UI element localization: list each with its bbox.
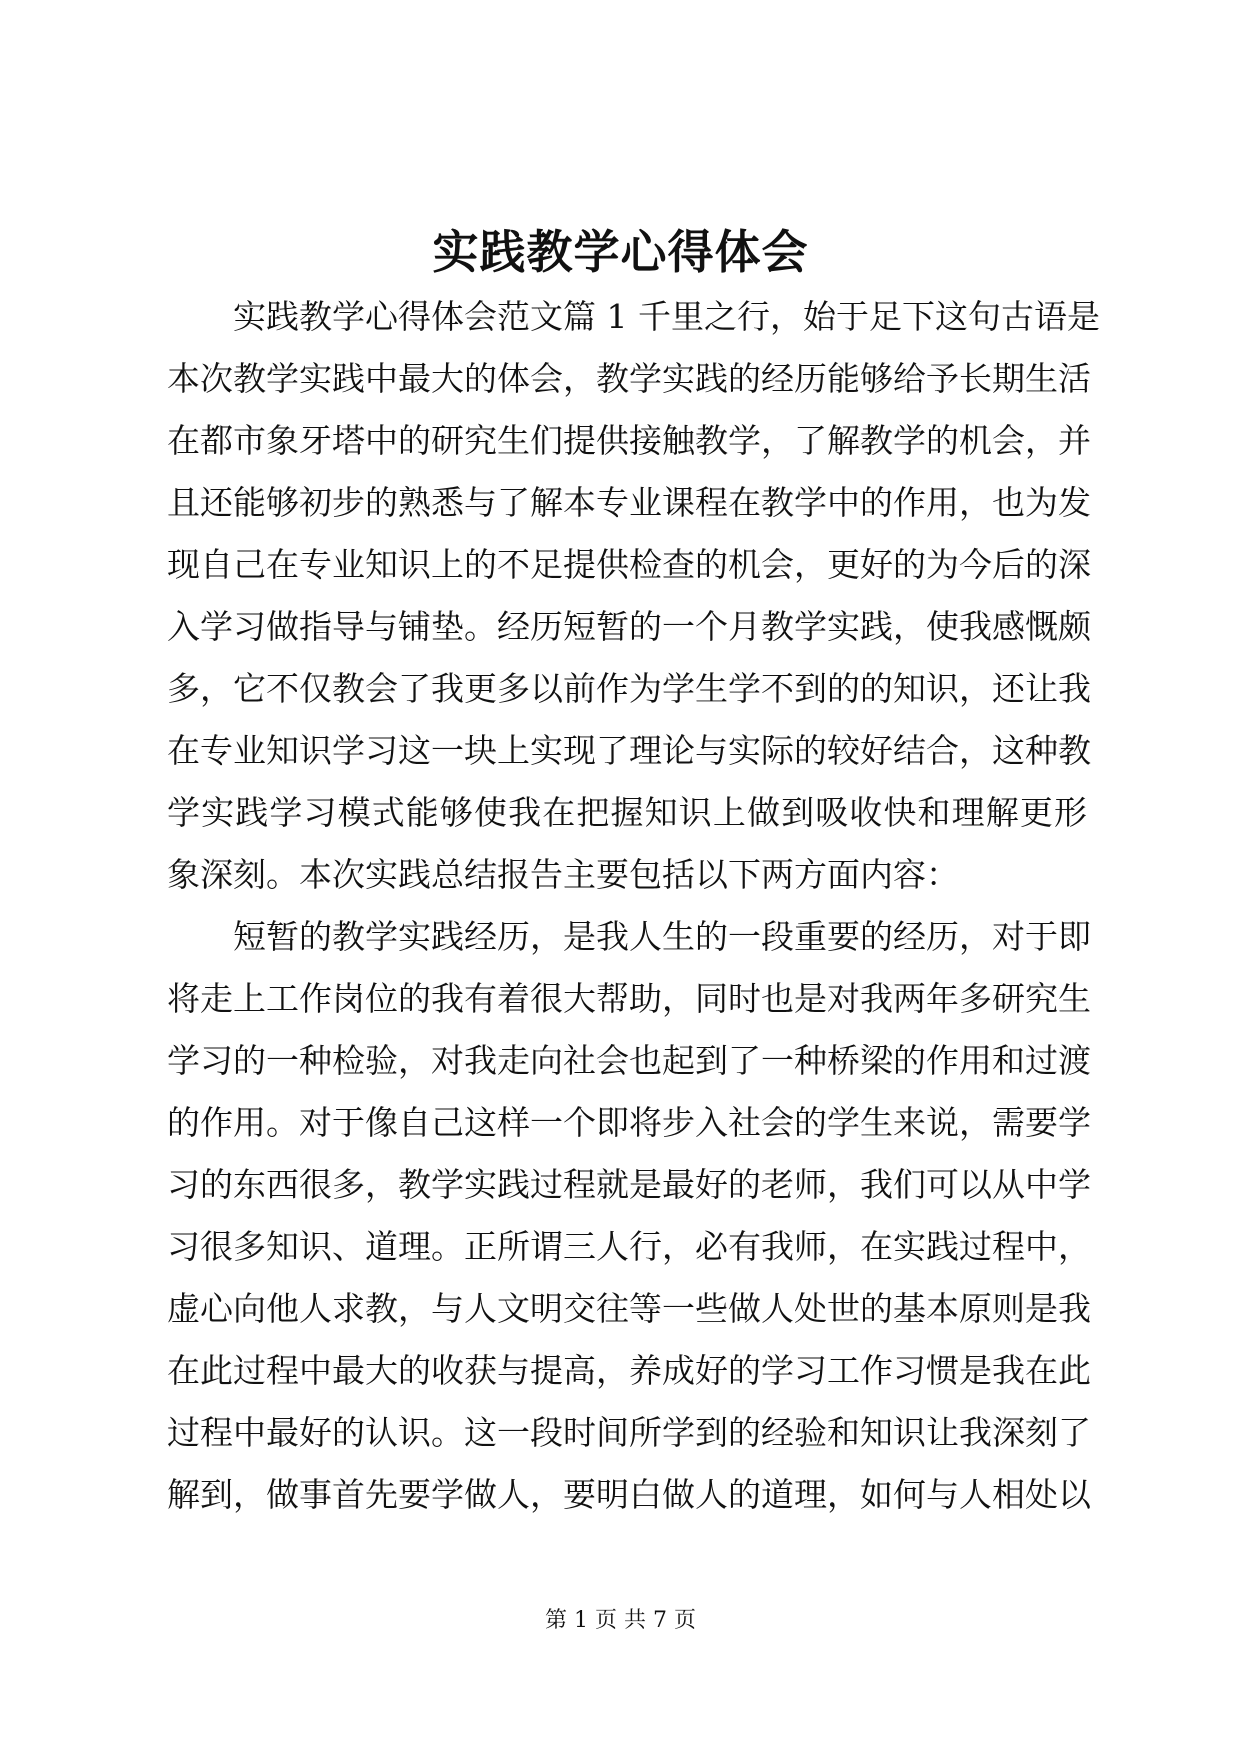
paragraph-2	[167, 906, 1091, 1526]
paragraph-line: 在此过程中最大的收获与提高，养成好的学习工作习惯是我在此	[167, 1351, 1091, 1390]
paragraph-line: 本次教学实践中最大的体会，教学实践的经历能够给予长期生活	[167, 359, 1091, 398]
paragraph-line: 学实践学习模式能够使我在把握知识上做到吸收快和理解更形	[167, 793, 1087, 832]
paragraph-line: 虚心向他人求教，与人文明交往等一些做人处世的基本原则是我	[167, 1289, 1091, 1328]
paragraph-line: 象深刻。本次实践总结报告主要包括以下两方面内容：	[167, 855, 959, 894]
paragraph-1	[167, 286, 1100, 906]
paragraph-line: 学习的一种检验，对我走向社会也起到了一种桥梁的作用和过渡	[167, 1041, 1091, 1080]
paragraph-line: 且还能够初步的熟悉与了解本专业课程在教学中的作用，也为发	[167, 483, 1091, 522]
paragraph-line: 入学习做指导与铺垫。经历短暂的一个月教学实践，使我感慨颇	[167, 607, 1091, 646]
paragraph-line: 的作用。对于像自己这样一个即将步入社会的学生来说，需要学	[167, 1103, 1091, 1142]
paragraph-line: 解到，做事首先要学做人，要明白做人的道理，如何与人相处以	[167, 1475, 1091, 1514]
paragraph-line: 习的东西很多，教学实践过程就是最好的老师，我们可以从中学	[167, 1165, 1091, 1204]
paragraph-line: 多，它不仅教会了我更多以前作为学生学不到的的知识，还让我	[167, 669, 1091, 708]
document-title: 实践教学心得体会	[432, 225, 809, 279]
paragraph-line: 过程中最好的认识。这一段时间所学到的经验和知识让我深刻了	[167, 1413, 1091, 1452]
paragraph-line: 在专业知识学习这一块上实现了理论与实际的较好结合，这种教	[167, 731, 1091, 770]
paragraph-line: 短暂的教学实践经历，是我人生的一段重要的经历，对于即	[233, 917, 1091, 956]
document-body	[167, 286, 1100, 1526]
page-number: 第 1 页 共 7 页	[545, 1608, 696, 1633]
paragraph-line: 在都市象牙塔中的研究生们提供接触教学，了解教学的机会，并	[167, 421, 1091, 460]
paragraph-line: 现自己在专业知识上的不足提供检查的机会，更好的为今后的深	[167, 545, 1091, 584]
paragraph-line: 将走上工作岗位的我有着很大帮助，同时也是对我两年多研究生	[167, 979, 1091, 1018]
paragraph-line: 习很多知识、道理。正所谓三人行，必有我师，在实践过程中，	[167, 1227, 1091, 1266]
paragraph-line: 实践教学心得体会范文篇 1 千里之行，始于足下这句古语是	[233, 297, 1100, 336]
